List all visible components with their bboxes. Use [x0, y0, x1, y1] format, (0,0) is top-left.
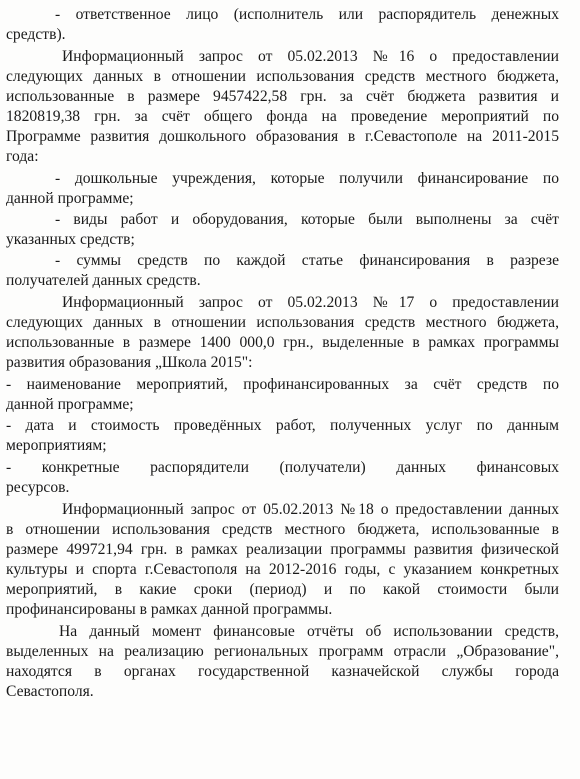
text-line: Программе развития дошкольного образования в г.Севастополе на 2011-2015 [6, 128, 559, 145]
text-line: следующих данных в отношении использования средств местного бюджета, [6, 68, 559, 85]
text-line: - дата и стоимость проведённых работ, полученных услуг по данным [6, 417, 559, 434]
text-line: данной программе; [6, 396, 134, 413]
text-line: средств). [6, 26, 66, 43]
text-line: мероприятий, в какие сроки (период) и по какой стоимости были [6, 581, 559, 598]
text-line: Информационный запрос от 05.02.2013 №18 о предоставлении данных [62, 501, 559, 518]
text-line: мероприятиям; [6, 437, 107, 454]
text-line: ресурсов. [6, 479, 70, 496]
text-line: - суммы средств по каждой статье финансирования в разрезе [55, 252, 559, 269]
text-line: получателей данных средств. [6, 272, 201, 289]
text-line: На данный момент финансовые отчёты об использовании средств, [59, 623, 559, 640]
text-line: использованные в размере 1400 000,0 грн., выделенные в рамках программы [6, 334, 559, 351]
text-line: - конкретные распорядители (получатели) данных финансовых [6, 459, 559, 476]
text-line: в отношении использования средств местного бюджета, использованные в [6, 521, 559, 538]
text-line: 1820819,38 грн. за счёт общего фонда на проведение мероприятий по [6, 108, 559, 125]
text-line: года: [6, 148, 39, 165]
text-line: указанных средств; [6, 231, 135, 248]
text-line: - дошкольные учреждения, которые получили финансирование по [55, 170, 559, 187]
text-line: Информационный запрос от 05.02.2013 №16 о предоставлении [62, 48, 559, 65]
text-line: Севастополя. [6, 683, 94, 700]
text-line: профинансированы в рамках данной программы. [6, 601, 333, 618]
text-line: Информационный запрос от 05.02.2013 №17 о предоставлении [62, 294, 559, 311]
text-line: - ответственное лицо (исполнитель или распорядитель денежных [55, 6, 559, 23]
text-line: следующих данных в отношении использования средств местного бюджета, [6, 314, 559, 331]
text-line: - виды работ и оборудования, которые были выполнены за счёт [55, 211, 559, 228]
text-line: выделенных на реализацию региональных программ отрасли „Образование", [6, 643, 559, 660]
text-line: - наименование мероприятий, профинансированных за счёт средств по [6, 376, 559, 393]
text-line: находятся в органах государственной казначейской службы города [6, 663, 559, 680]
text-line: размере 499721,94 грн. в рамках реализации программы развития физической [6, 541, 559, 558]
text-line: культуры и спорта г.Севастополя на 2012-2016 годы, с указанием конкретных [6, 561, 559, 578]
text-line: данной программе; [6, 190, 134, 207]
text-line: развития образования „Школа 2015": [6, 354, 253, 371]
text-line: использованные в размере 9457422,58 грн. за счёт бюджета развития и [6, 88, 559, 105]
